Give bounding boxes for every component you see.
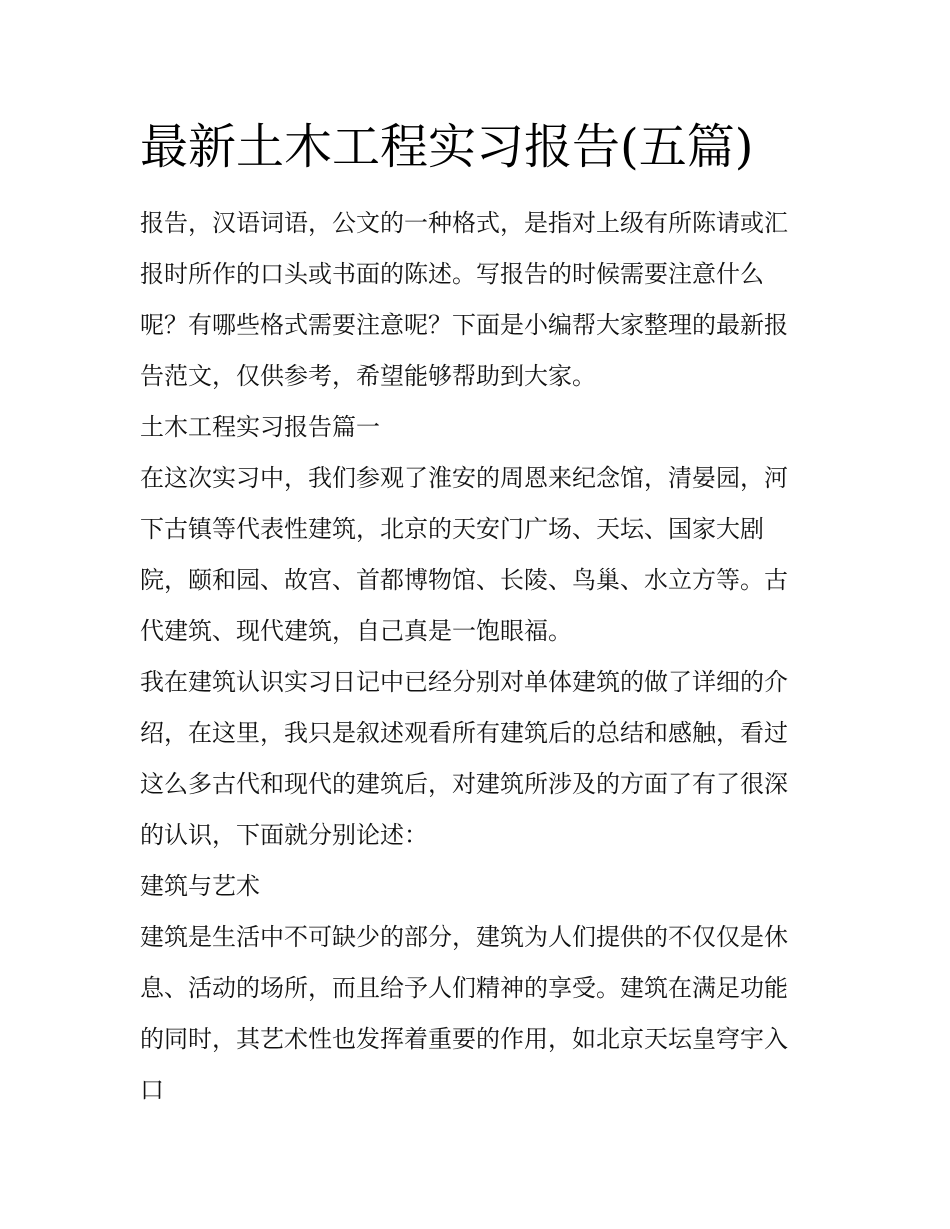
text-line: 绍，在这里，我只是叙述观看所有建筑后的总结和感触，看过	[140, 719, 788, 747]
section-heading: 建筑与艺术	[140, 872, 260, 900]
text-line: 口	[140, 1076, 164, 1104]
text-line: 的认识，下面就分别论述：	[140, 821, 428, 849]
text-line: 下古镇等代表性建筑，北京的天安门广场、天坛、国家大剧	[140, 515, 764, 543]
text-line: 的同时，其艺术性也发挥着重要的作用，如北京天坛皇穹宇入	[140, 1025, 788, 1053]
text-line: 我在建筑认识实习日记中已经分别对单体建筑的做了详细的介	[140, 668, 788, 696]
text-line: 告范文，仅供参考，希望能够帮助到大家。	[140, 362, 596, 390]
text-line: 报时所作的口头或书面的陈述。写报告的时候需要注意什么	[140, 260, 764, 288]
document-body	[140, 198, 814, 1116]
text-line: 在这次实习中，我们参观了淮安的周恩来纪念馆，清晏园，河	[140, 464, 788, 492]
text-line: 报告，汉语词语，公文的一种格式，是指对上级有所陈请或汇	[140, 209, 788, 237]
text-line: 这么多古代和现代的建筑后，对建筑所涉及的方面了有了很深	[140, 770, 788, 798]
text-line: 建筑是生活中不可缺少的部分，建筑为人们提供的不仅仅是休	[140, 923, 788, 951]
text-line: 息、活动的场所，而且给予人们精神的享受。建筑在满足功能	[140, 974, 788, 1002]
text-line: 代建筑、现代建筑，自己真是一饱眼福。	[140, 617, 572, 645]
document-title: 最新土木工程实习报告(五篇)	[140, 119, 754, 175]
text-line: 呢？有哪些格式需要注意呢？下面是小编帮大家整理的最新报	[140, 311, 788, 339]
text-line: 院，颐和园、故宫、首都博物馆、长陵、鸟巢、水立方等。古	[140, 566, 788, 594]
section-heading: 土木工程实习报告篇一	[140, 413, 380, 441]
